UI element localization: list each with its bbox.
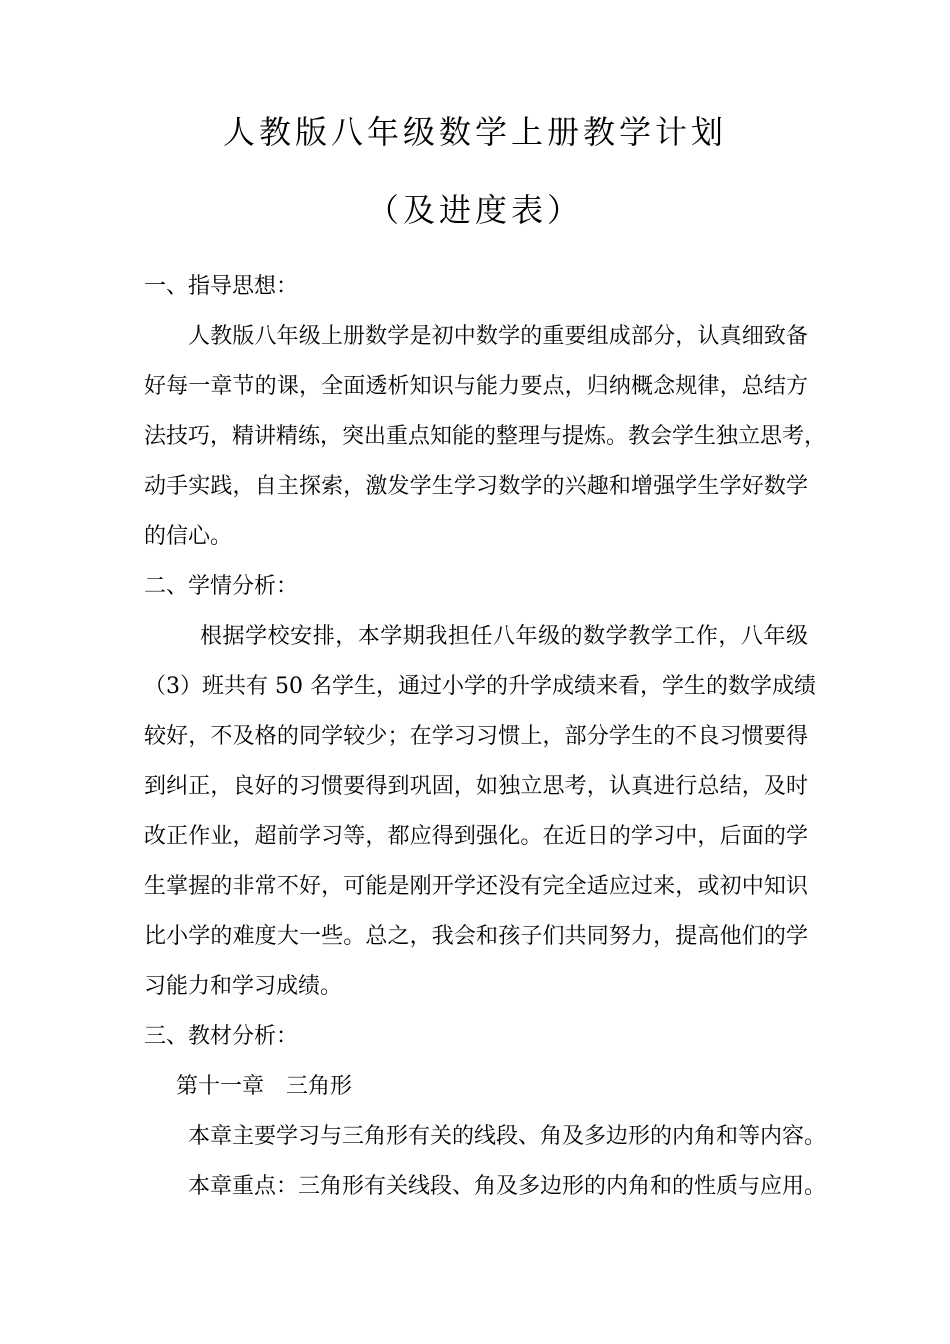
document-title: 人教版八年级数学上册教学计划 — [222, 113, 727, 151]
paragraph-line: 人教版八年级上册数学是初中数学的重要组成部分，认真细致备 — [188, 324, 808, 349]
paragraph-line: （3）班共有 50 名学生，通过小学的升学成绩来看，学生的数学成绩 — [144, 674, 816, 699]
section-heading-guiding-ideology: 一、指导思想： — [144, 274, 299, 299]
paragraph-line: 到纠正，良好的习惯要得到巩固，如独立思考，认真进行总结，及时 — [144, 774, 808, 799]
section-heading-textbook-analysis: 三、教材分析： — [144, 1024, 299, 1049]
section-heading-student-analysis: 二、学情分析： — [144, 574, 299, 599]
paragraph-line: 比小学的难度大一些。总之，我会和孩子们共同努力，提高他们的学 — [144, 924, 808, 949]
paragraph-line: 本章主要学习与三角形有关的线段、角及多边形的内角和等内容。 — [188, 1124, 827, 1149]
paragraph-line: 根据学校安排，本学期我担任八年级的数学教学工作，八年级 — [200, 624, 808, 649]
paragraph-line: 法技巧，精讲精练，突出重点知能的整理与提炼。教会学生独立思考， — [144, 424, 827, 449]
paragraph-line: 改正作业，超前学习等，都应得到强化。在近日的学习中，后面的学 — [144, 824, 808, 849]
paragraph-line: 习能力和学习成绩。 — [144, 974, 343, 999]
document-subtitle: （及进度表） — [366, 191, 583, 229]
paragraph-line: 的信心。 — [144, 524, 233, 549]
paragraph-line: 动手实践，自主探索，激发学生学习数学的兴趣和增强学生学好数学 — [144, 474, 808, 499]
paragraph-line: 好每一章节的课，全面透析知识与能力要点，归纳概念规律，总结方 — [144, 374, 808, 399]
chapter-title: 第十一章 三角形 — [176, 1074, 353, 1099]
paragraph-line: 本章重点：三角形有关线段、角及多边形的内角和的性质与应用。 — [188, 1174, 827, 1199]
paragraph-line: 较好，不及格的同学较少；在学习习惯上，部分学生的不良习惯要得 — [144, 724, 808, 749]
paragraph-line: 生掌握的非常不好，可能是刚开学还没有完全适应过来，或初中知识 — [144, 874, 808, 899]
